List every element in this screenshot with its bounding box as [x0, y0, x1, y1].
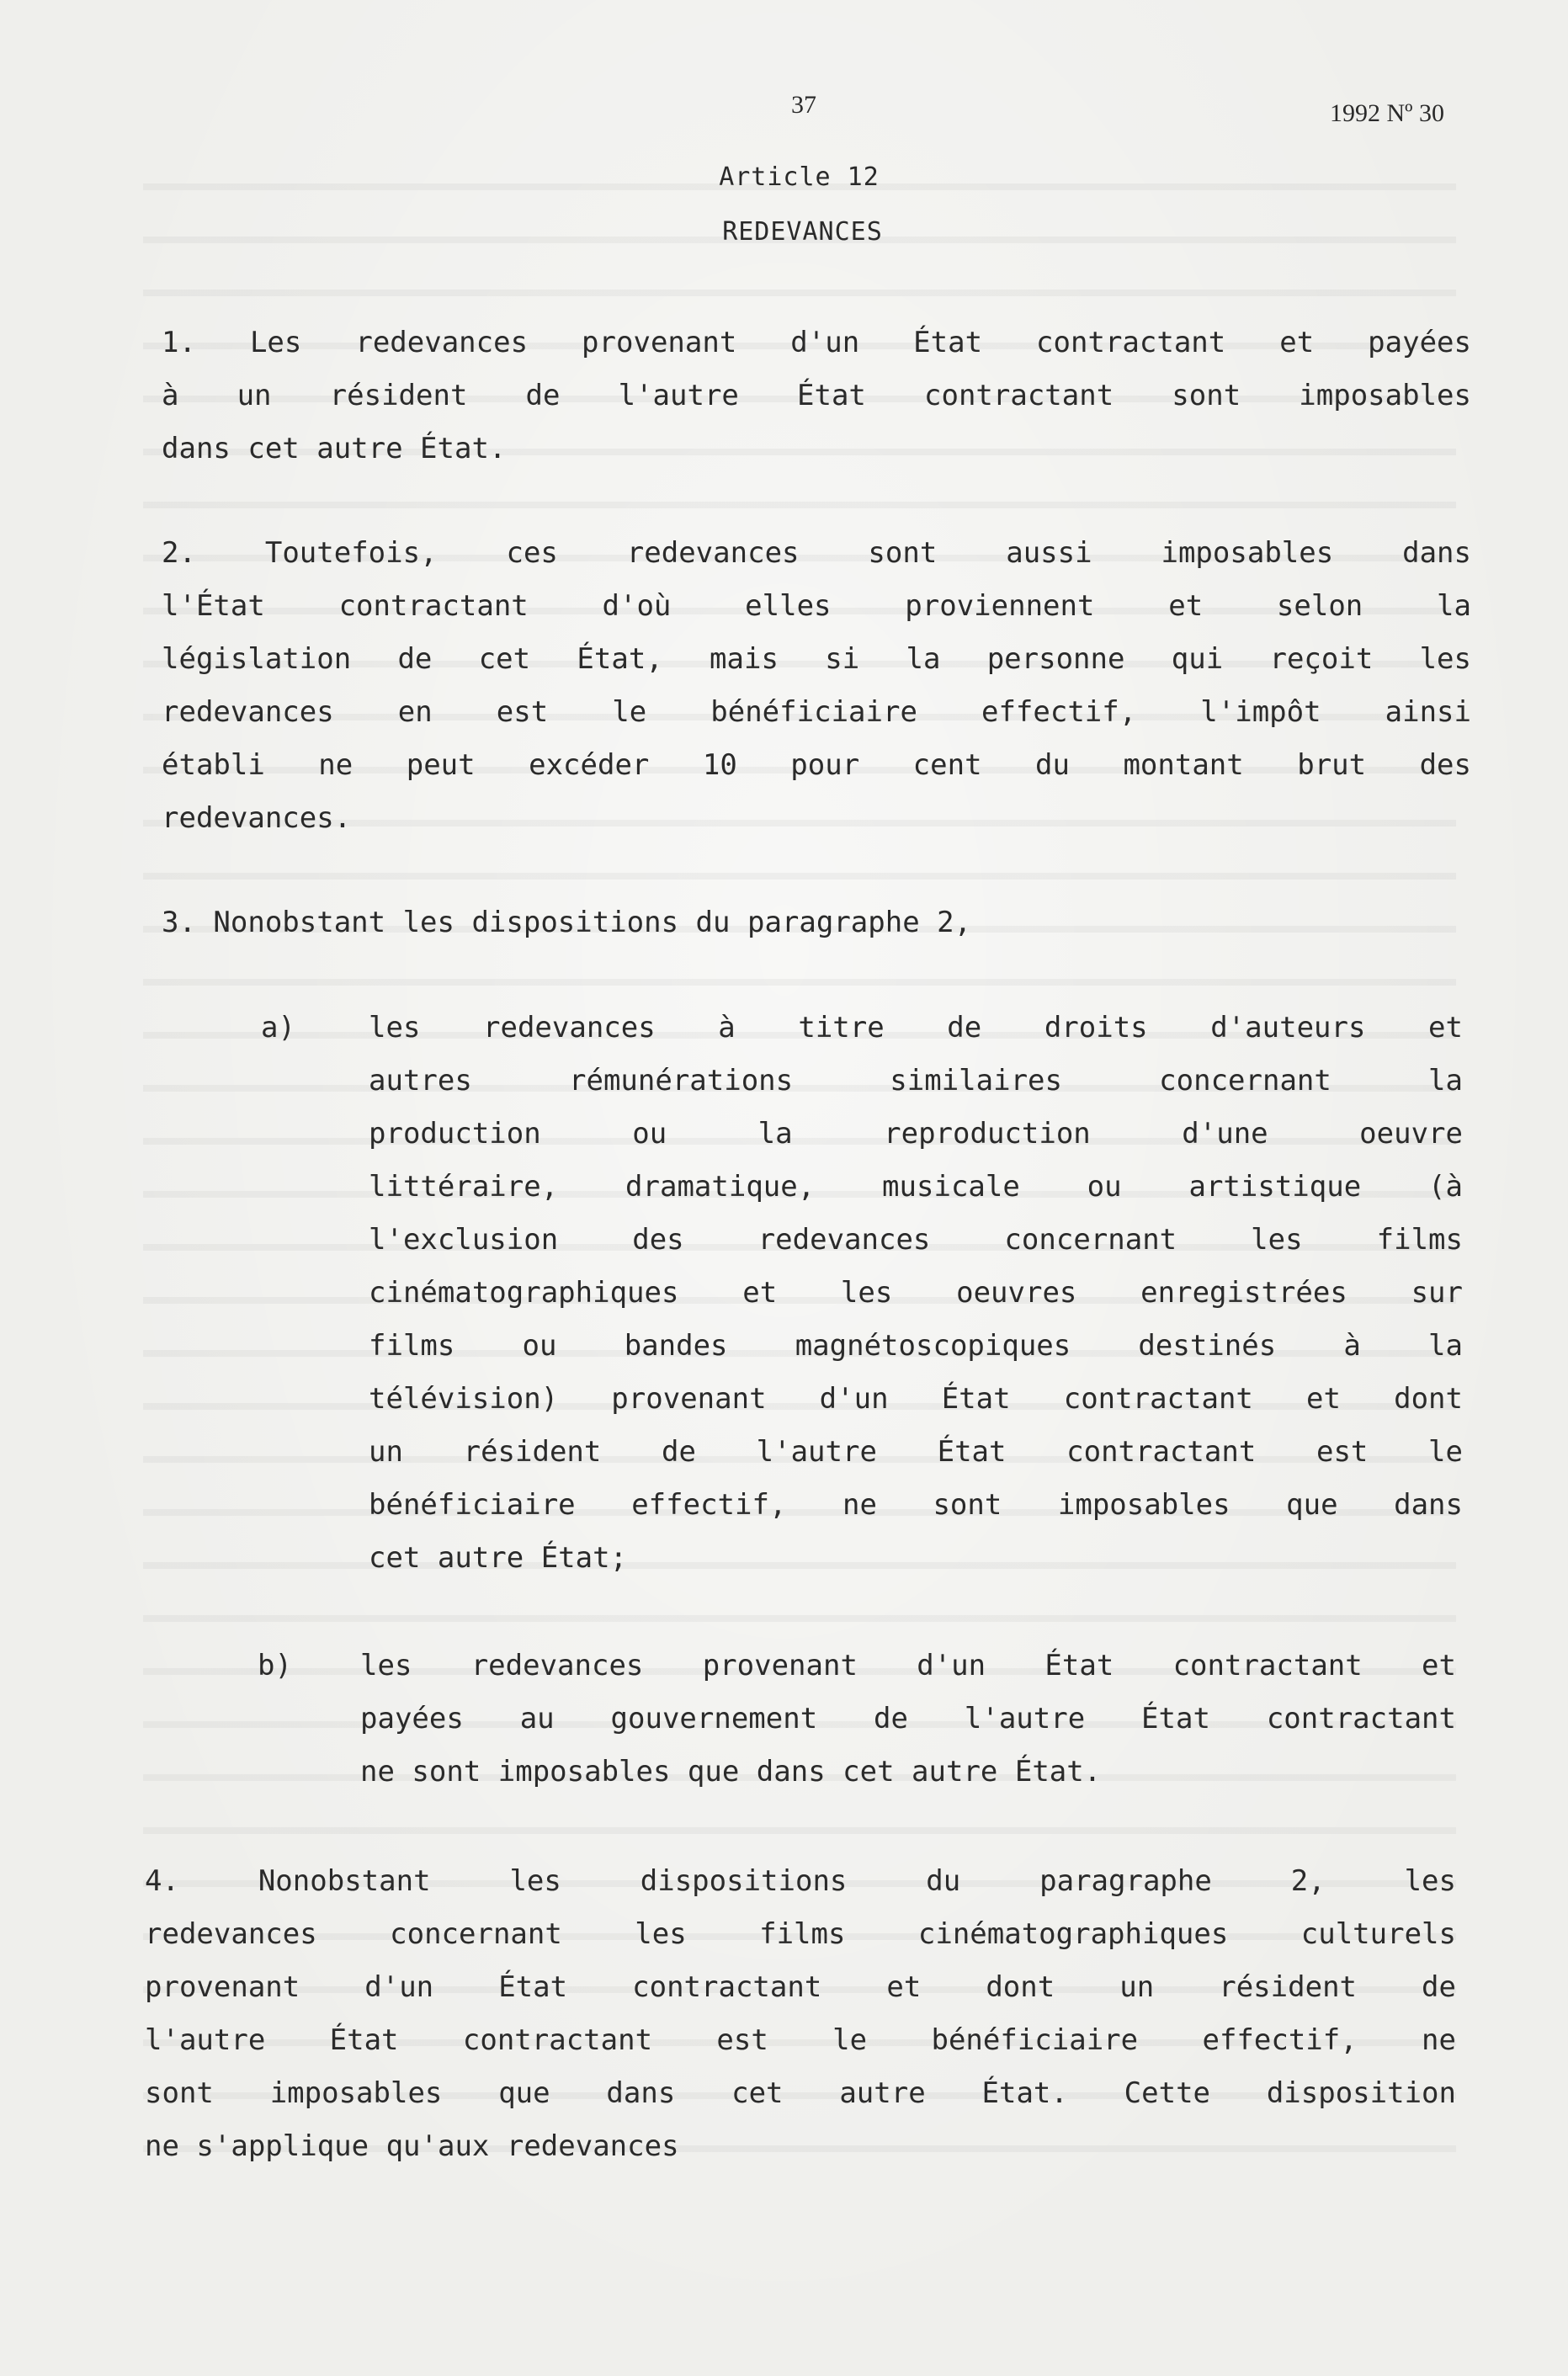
paragraph-line: provenant d'un État contractant et dont un résident de [145, 1970, 1456, 2004]
paragraph-line: sont imposables que dans cet autre État. Cette disposition [145, 2076, 1456, 2110]
subparagraph-a [369, 1002, 1463, 1585]
paragraph-line: dans cet autre État. [162, 432, 507, 465]
paragraph-line: redevances en est le bénéficiaire effectif, l'impôt ainsi [162, 695, 1471, 729]
paragraph-line: l'autre État contractant est le bénéficiaire effectif, ne [145, 2023, 1456, 2057]
paragraph-line: télévision) provenant d'un État contractant et dont [369, 1382, 1463, 1416]
page-number: 37 [791, 91, 816, 119]
article-title: Article 12 [719, 162, 880, 192]
paragraph-line: 4. Nonobstant les dispositions du paragraphe 2, les [145, 1864, 1456, 1898]
subparagraph-b [360, 1640, 1456, 1799]
paragraph-line: 2. Toutefois, ces redevances sont aussi imposables dans [162, 536, 1471, 570]
paragraph-4 [145, 1855, 1456, 2173]
subparagraph-a-label: a) [261, 1011, 295, 1044]
paragraph-3 [162, 896, 1003, 949]
paragraph-line: films ou bandes magnétoscopiques destinés à la [369, 1329, 1463, 1363]
paragraph-line: bénéficiaire effectif, ne sont imposables que dans [369, 1488, 1463, 1522]
paragraph-line: établi ne peut excéder 10 pour cent du montant brut des [162, 748, 1471, 782]
paragraph-line: littéraire, dramatique, musicale ou artistique (à [369, 1170, 1463, 1204]
paragraph-line: redevances concernant les films cinématographiques culturels [145, 1917, 1456, 1951]
subparagraph-b-label: b) [258, 1649, 292, 1682]
article-subtitle: REDEVANCES [722, 217, 883, 247]
paragraph-line: redevances. [162, 801, 352, 835]
paragraph-line: 1. Les redevances provenant d'un État contractant et payées [162, 326, 1471, 359]
paragraph-line: les redevances à titre de droits d'auteurs et [369, 1011, 1463, 1044]
paragraph-line: l'État contractant d'où elles proviennent et selon la [162, 589, 1471, 623]
paragraph-line: production ou la reproduction d'une oeuvre [369, 1117, 1463, 1151]
paragraph-line: payées au gouvernement de l'autre État contractant [360, 1702, 1456, 1735]
paragraph-line: un résident de l'autre État contractant est le [369, 1435, 1463, 1469]
paragraph-1 [162, 316, 1471, 476]
gazette-number: 1992 Nº 30 [1330, 99, 1444, 127]
paragraph-line: législation de cet État, mais si la personne qui reçoit les [162, 642, 1471, 676]
paragraph-line: ne sont imposables que dans cet autre État. [360, 1755, 1102, 1789]
paragraph-line: l'exclusion des redevances concernant les films [369, 1223, 1463, 1257]
paragraph-2 [162, 527, 1471, 845]
paragraph-line: les redevances provenant d'un État contractant et [360, 1649, 1456, 1682]
paragraph-line: 3. Nonobstant les dispositions du paragraphe 2, [162, 906, 972, 939]
paragraph-line: autres rémunérations similaires concernant la [369, 1064, 1463, 1098]
paragraph-line: à un résident de l'autre État contractant sont imposables [162, 379, 1471, 412]
paragraph-line: cet autre État; [369, 1541, 628, 1575]
paragraph-line: ne s'applique qu'aux redevances [145, 2129, 679, 2163]
paragraph-line: cinématographiques et les oeuvres enregistrées sur [369, 1276, 1463, 1310]
